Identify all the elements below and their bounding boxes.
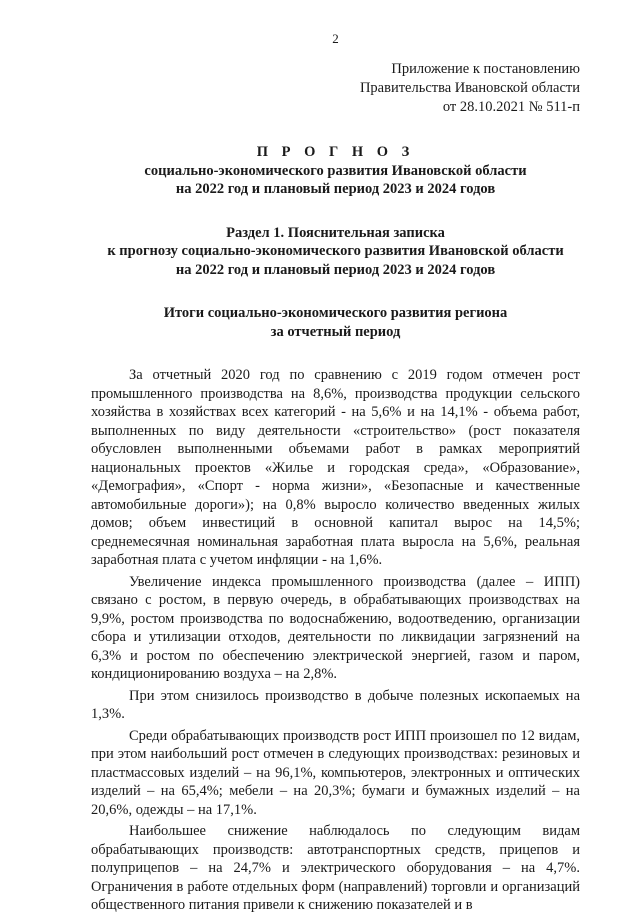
document-title <box>91 143 580 199</box>
section-line-1: Раздел 1. Пояснительная записка <box>226 224 445 241</box>
paragraph: Увеличение индекса промышленного производства (далее – ИПП) связано с ростом, в первую очередь, в обрабатывающих производствах на 9,9%, ростом производства по водоснабжению, водоотведению, организации сбора и утилизации отходов, деятельности по ликвидации загрязнений на 6,3% и ростом по обеспечению электрической энергией, газом и паром, кондиционированию воздуха – на 2,8%. <box>91 573 580 682</box>
paragraph: За отчетный 2020 год по сравнению с 2019 годом отмечен рост промышленного производства на 8,6%, производства продукции сельского хозяйства в хозяйствах всех категорий - на 5,6% и на 14,1% - объема работ, выполненных по виду деятельности «строительство» (рост показателя обусловлен выполненными объемами работ в рамках мероприятий национальных проектов «Жилье и городская среда», «Образование», «Демография», «Спорт - норма жизни», «Безопасные и качественные автомобильные дороги»); на 0,8% выросло количество введенных жилых домов; объем инвестиций в основной капитал вырос на 14,5%; среднемесячная номинальная заработная плата выросла на 5,6%, реальная заработная плата с учетом инфляции - на 1,6%. <box>91 367 580 568</box>
results-heading <box>91 304 580 341</box>
title-line-2: на 2022 год и плановый период 2023 и 2024 годов <box>175 181 496 197</box>
appendix-line-1: Приложение к постановлению <box>391 61 580 77</box>
page-number: 2 <box>332 31 339 46</box>
document-body <box>91 366 580 915</box>
results-line-2: за отчетный период <box>270 323 401 340</box>
paragraph: Наибольшее снижение наблюдалось по следующим видам обрабатывающих производств: автотранспортных средств, прицепов и полуприцепов – на 24,7% и электрического оборудования – на 4,7%. Ограничения в работе отдельных форм (направлений) торговли и организаций общественного питания привели к снижению показателей и в <box>91 823 580 913</box>
appendix-line-2: Правительства Ивановской области <box>359 80 580 96</box>
appendix-block <box>91 60 580 117</box>
section-line-2: к прогнозу социально-экономического развития Ивановской области <box>107 243 564 259</box>
results-line-1: Итоги социально-экономического развития региона <box>163 305 508 321</box>
section-line-3: на 2022 год и плановый период 2023 и 2024 годов <box>175 261 496 278</box>
title-line-1: социально-экономического развития Ивановской области <box>144 162 527 179</box>
section-heading <box>91 224 580 280</box>
title-heading: П Р О Г Н О З <box>256 144 415 160</box>
paragraph: Среди обрабатывающих производств рост ИПП произошел по 12 видам, при этом наибольший рост отмечен в следующих производствах: резиновых и пластмассовых изделий – на 96,1%, компьютеров, электронных и оптических изделий – на 65,4%; мебели – на 20,3%; бумаги и бумажных изделий – на 20,6%, одежды – на 17,1%. <box>91 727 580 818</box>
appendix-line-3: от 28.10.2021 № 511-п <box>442 99 580 115</box>
paragraph: При этом снизилось производство в добыче полезных ископаемых на 1,3%. <box>91 687 580 722</box>
